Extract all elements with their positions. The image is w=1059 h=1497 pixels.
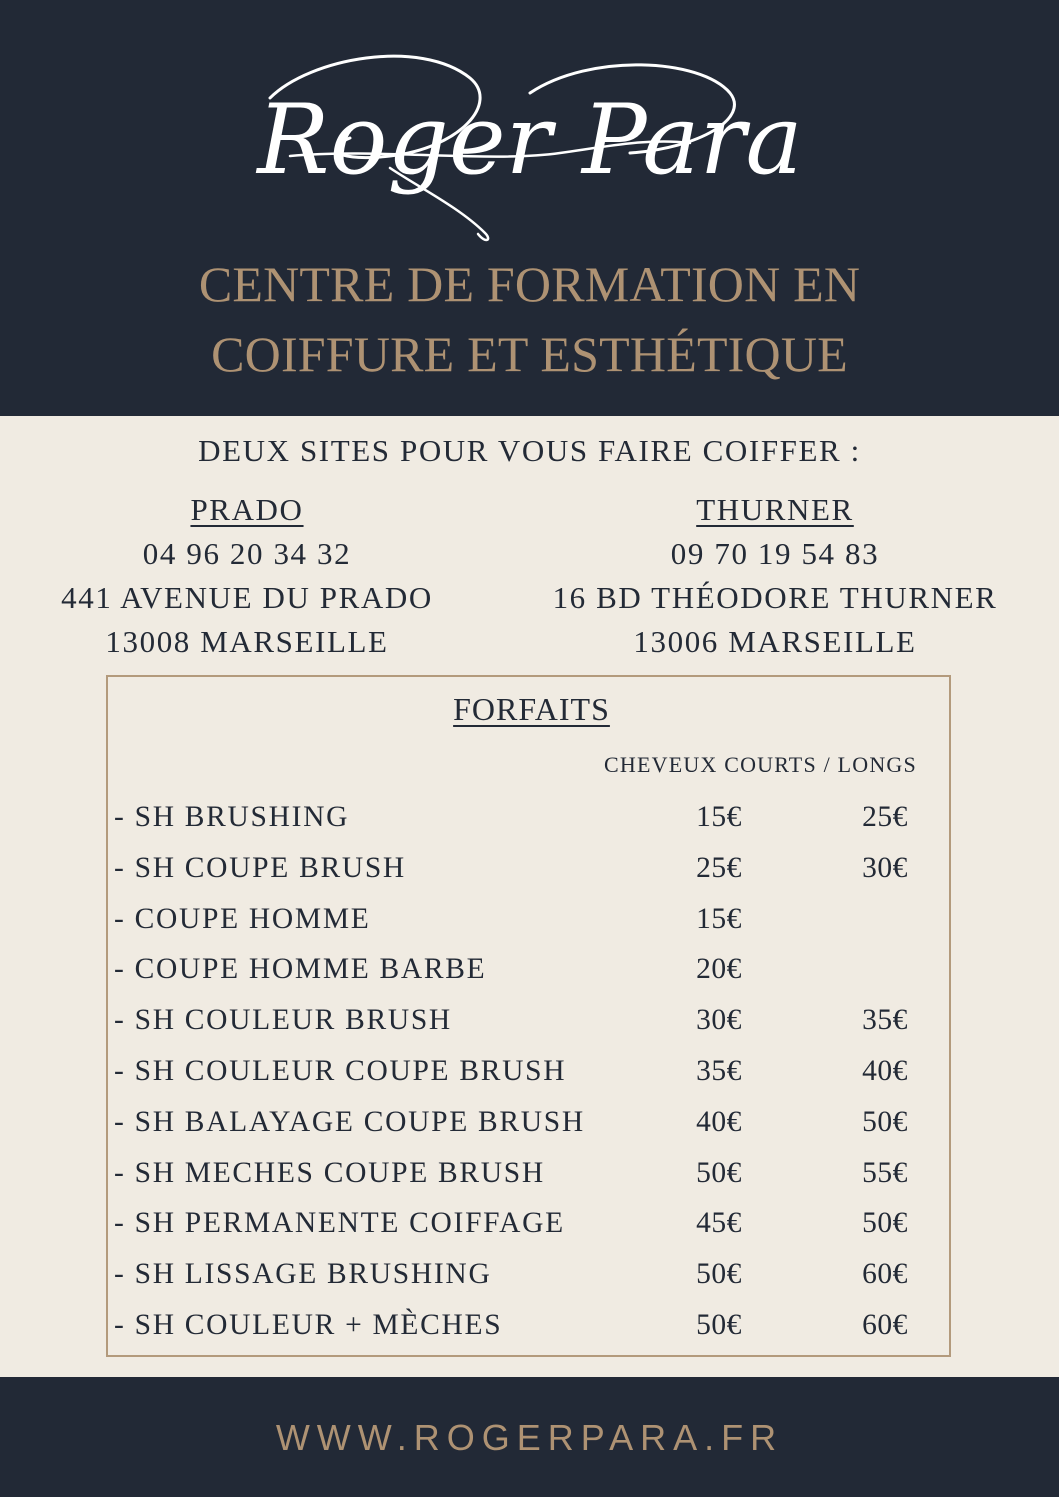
price-row <box>114 1198 944 1249</box>
price-long: 35€ <box>862 1004 908 1037</box>
service-label: - SH BRUSHING <box>114 801 350 833</box>
site-thurner <box>525 488 1025 664</box>
site-city: 13006 MARSEILLE <box>633 624 917 659</box>
price-row <box>114 1300 944 1351</box>
price-short: 30€ <box>696 1004 742 1037</box>
site-address: 16 BD THÉODORE THURNER <box>552 580 998 615</box>
site-prado <box>0 488 497 664</box>
site-name: THURNER <box>696 492 854 527</box>
price-row <box>114 944 944 995</box>
price-row <box>114 792 944 843</box>
price-row <box>114 995 944 1046</box>
headline-line-1: CENTRE DE FORMATION EN <box>198 256 861 312</box>
service-label: - SH LISSAGE BRUSHING <box>114 1258 492 1291</box>
service-label: - SH COULEUR + MÈCHES <box>114 1308 503 1341</box>
price-long: 60€ <box>862 1308 908 1341</box>
price-long: 60€ <box>862 1258 908 1291</box>
price-column-header: CHEVEUX COURTS / LONGS <box>604 752 917 777</box>
logo-text: Roger Para <box>257 84 803 196</box>
price-short: 50€ <box>696 1308 742 1341</box>
roger-para-logo <box>230 38 830 248</box>
price-long: 40€ <box>862 1054 908 1087</box>
price-row <box>114 894 944 945</box>
price-short: 45€ <box>696 1207 742 1240</box>
forfaits-title: FORFAITS <box>453 691 610 727</box>
price-long: 50€ <box>862 1105 908 1138</box>
price-short: 15€ <box>696 801 742 833</box>
service-label: - SH MECHES COUPE BRUSH <box>114 1156 545 1189</box>
service-label: - SH PERMANENTE COIFFAGE <box>114 1207 565 1240</box>
price-long: 55€ <box>862 1156 908 1189</box>
service-label: - SH COULEUR COUPE BRUSH <box>114 1054 567 1087</box>
site-name: PRADO <box>190 492 304 527</box>
site-city: 13008 MARSEILLE <box>105 624 389 659</box>
price-short: 15€ <box>696 902 742 935</box>
service-label: - COUPE HOMME BARBE <box>114 953 487 986</box>
price-row <box>114 1249 944 1300</box>
price-short: 50€ <box>696 1258 742 1291</box>
price-row <box>114 1046 944 1097</box>
price-short: 35€ <box>696 1054 742 1087</box>
service-label: - SH BALAYAGE COUPE BRUSH <box>114 1105 585 1138</box>
price-list <box>114 792 944 1351</box>
price-long: 30€ <box>862 851 908 884</box>
site-phone[interactable]: 04 96 20 34 32 <box>142 536 352 571</box>
price-short: 40€ <box>696 1105 742 1138</box>
price-short: 25€ <box>696 851 742 884</box>
price-long: 50€ <box>862 1207 908 1240</box>
service-label: - SH COUPE BRUSH <box>114 851 406 884</box>
price-row <box>114 1148 944 1199</box>
service-label: - SH COULEUR BRUSH <box>114 1004 452 1037</box>
price-short: 20€ <box>696 953 742 986</box>
headline-line-2: COIFFURE ET ESTHÉTIQUE <box>211 326 848 382</box>
price-short: 50€ <box>696 1156 742 1189</box>
price-long: 25€ <box>862 801 908 833</box>
service-label: - COUPE HOMME <box>114 902 371 935</box>
header-banner <box>0 0 1059 416</box>
site-address: 441 AVENUE DU PRADO <box>61 580 433 615</box>
site-phone[interactable]: 09 70 19 54 83 <box>670 536 880 571</box>
price-row <box>114 843 944 894</box>
price-row <box>114 1097 944 1148</box>
website-link[interactable]: WWW.ROGERPARA.FR <box>275 1417 784 1458</box>
sites-heading: DEUX SITES POUR VOUS FAIRE COIFFER : <box>198 433 861 468</box>
